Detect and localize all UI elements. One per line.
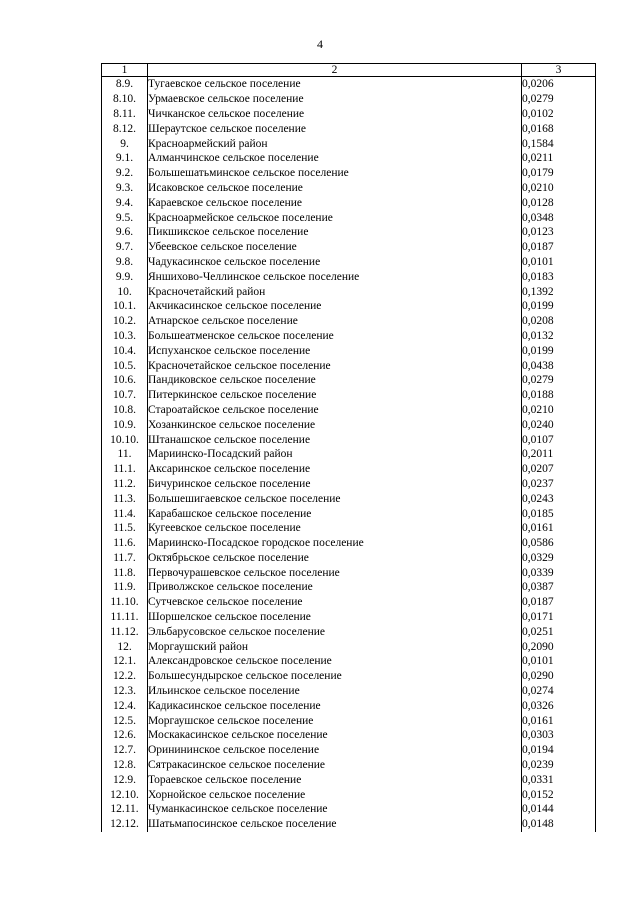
row-value: 0,0331 — [522, 772, 596, 787]
table-row — [102, 802, 596, 817]
table-row — [102, 417, 596, 432]
row-value: 0,2011 — [522, 447, 596, 462]
table-row — [102, 195, 596, 210]
column-header-number: 1 — [102, 64, 148, 77]
table-row — [102, 654, 596, 669]
row-number: 10.8. — [102, 403, 148, 418]
row-name: Пикшикское сельское поселение — [148, 225, 522, 240]
table-row — [102, 787, 596, 802]
row-number: 12.5. — [102, 713, 148, 728]
table-row — [102, 521, 596, 536]
row-number: 9.4. — [102, 195, 148, 210]
row-name: Питеркинское сельское поселение — [148, 388, 522, 403]
row-name: Яншихово-Челлинское сельское поселение — [148, 269, 522, 284]
row-name: Караевское сельское поселение — [148, 195, 522, 210]
row-value: 0,0199 — [522, 299, 596, 314]
row-name: Оринининское сельское поселение — [148, 743, 522, 758]
row-number: 11.4. — [102, 506, 148, 521]
row-number: 9.5. — [102, 210, 148, 225]
row-number: 12. — [102, 639, 148, 654]
row-value: 0,0101 — [522, 654, 596, 669]
row-number: 12.2. — [102, 669, 148, 684]
row-value: 0,0348 — [522, 210, 596, 225]
row-name: Сятракасинское сельское поселение — [148, 758, 522, 773]
row-number: 12.4. — [102, 698, 148, 713]
row-value: 0,0183 — [522, 269, 596, 284]
row-value: 0,1392 — [522, 284, 596, 299]
row-name: Акчикасинское сельское поселение — [148, 299, 522, 314]
row-value: 0,0128 — [522, 195, 596, 210]
row-value: 0,2090 — [522, 639, 596, 654]
table-row — [102, 314, 596, 329]
table-row — [102, 684, 596, 699]
row-name: Хорнойское сельское поселение — [148, 787, 522, 802]
row-value: 0,0171 — [522, 610, 596, 625]
table-row — [102, 121, 596, 136]
row-number: 10.10. — [102, 432, 148, 447]
row-value: 0,0339 — [522, 565, 596, 580]
table-row — [102, 255, 596, 270]
row-name: Шоршелское сельское поселение — [148, 610, 522, 625]
row-number: 11.5. — [102, 521, 148, 536]
row-name: Октябрьское сельское поселение — [148, 551, 522, 566]
row-name: Большеатменское сельское поселение — [148, 329, 522, 344]
row-number: 9. — [102, 136, 148, 151]
row-number: 11.1. — [102, 462, 148, 477]
row-number: 12.3. — [102, 684, 148, 699]
table-row — [102, 373, 596, 388]
row-value: 0,0303 — [522, 728, 596, 743]
row-number: 11.10. — [102, 595, 148, 610]
row-name: Пандиковское сельское поселение — [148, 373, 522, 388]
column-header-name: 2 — [148, 64, 522, 77]
row-value: 0,0207 — [522, 462, 596, 477]
row-value: 0,0123 — [522, 225, 596, 240]
row-name: Большешатьминское сельское поселение — [148, 166, 522, 181]
row-value: 0,0152 — [522, 787, 596, 802]
column-header-value: 3 — [522, 64, 596, 77]
table-row — [102, 92, 596, 107]
table-row — [102, 358, 596, 373]
row-number: 11.9. — [102, 580, 148, 595]
table-row — [102, 240, 596, 255]
row-number: 9.9. — [102, 269, 148, 284]
row-value: 0,0239 — [522, 758, 596, 773]
row-name: Бичуринское сельское поселение — [148, 477, 522, 492]
row-value: 0,0187 — [522, 240, 596, 255]
table-row — [102, 151, 596, 166]
row-number: 9.1. — [102, 151, 148, 166]
row-name: Атнарское сельское поселение — [148, 314, 522, 329]
row-name: Мариинско-Посадское городское поселение — [148, 536, 522, 551]
row-name: Урмаевское сельское поселение — [148, 92, 522, 107]
row-name: Сутчевское сельское поселение — [148, 595, 522, 610]
row-number: 10.7. — [102, 388, 148, 403]
table-row — [102, 225, 596, 240]
table-row — [102, 136, 596, 151]
row-number: 8.9. — [102, 77, 148, 92]
row-number: 8.12. — [102, 121, 148, 136]
row-name: Красноармейское сельское поселение — [148, 210, 522, 225]
table-row — [102, 743, 596, 758]
table-row — [102, 299, 596, 314]
row-value: 0,0240 — [522, 417, 596, 432]
row-value: 0,0237 — [522, 477, 596, 492]
row-name: Чадукасинское сельское поселение — [148, 255, 522, 270]
row-number: 12.9. — [102, 772, 148, 787]
table-row — [102, 698, 596, 713]
row-number: 11.12. — [102, 624, 148, 639]
row-value: 0,0179 — [522, 166, 596, 181]
table-row — [102, 758, 596, 773]
table-row — [102, 210, 596, 225]
row-number: 11.7. — [102, 551, 148, 566]
table-row — [102, 284, 596, 299]
table-row — [102, 343, 596, 358]
row-name: Испуханское сельское поселение — [148, 343, 522, 358]
table-row — [102, 329, 596, 344]
table-row — [102, 639, 596, 654]
row-name: Красноармейский район — [148, 136, 522, 151]
row-number: 10.5. — [102, 358, 148, 373]
row-value: 0,0185 — [522, 506, 596, 521]
row-value: 0,0102 — [522, 107, 596, 122]
row-value: 0,0107 — [522, 432, 596, 447]
row-value: 0,0194 — [522, 743, 596, 758]
row-name: Первочурашевское сельское поселение — [148, 565, 522, 580]
row-value: 0,0329 — [522, 551, 596, 566]
row-name: Большесундырское сельское поселение — [148, 669, 522, 684]
row-value: 0,0210 — [522, 181, 596, 196]
row-number: 12.11. — [102, 802, 148, 817]
row-name: Чуманкасинское сельское поселение — [148, 802, 522, 817]
row-value: 0,0101 — [522, 255, 596, 270]
table-row — [102, 817, 596, 832]
table-row — [102, 506, 596, 521]
table-row — [102, 728, 596, 743]
row-name: Красночетайский район — [148, 284, 522, 299]
table-row — [102, 713, 596, 728]
row-number: 9.8. — [102, 255, 148, 270]
row-number: 10.4. — [102, 343, 148, 358]
table-row — [102, 107, 596, 122]
row-number: 8.10. — [102, 92, 148, 107]
row-value: 0,0243 — [522, 491, 596, 506]
row-value: 0,0132 — [522, 329, 596, 344]
row-number: 11. — [102, 447, 148, 462]
table-row — [102, 388, 596, 403]
row-value: 0,0387 — [522, 580, 596, 595]
row-number: 9.2. — [102, 166, 148, 181]
table-row — [102, 610, 596, 625]
row-value: 0,0279 — [522, 92, 596, 107]
table-row — [102, 772, 596, 787]
row-name: Красночетайское сельское поселение — [148, 358, 522, 373]
row-number: 11.6. — [102, 536, 148, 551]
row-number: 10.9. — [102, 417, 148, 432]
row-number: 8.11. — [102, 107, 148, 122]
row-number: 12.7. — [102, 743, 148, 758]
row-value: 0,0161 — [522, 521, 596, 536]
table-header-row — [102, 64, 596, 77]
table-row — [102, 77, 596, 92]
row-number: 12.8. — [102, 758, 148, 773]
row-number: 12.10. — [102, 787, 148, 802]
page-number: 4 — [317, 37, 323, 51]
row-number: 11.11. — [102, 610, 148, 625]
table-row — [102, 477, 596, 492]
row-number: 10.1. — [102, 299, 148, 314]
row-value: 0,0208 — [522, 314, 596, 329]
row-name: Кугеевское сельское поселение — [148, 521, 522, 536]
row-number: 12.1. — [102, 654, 148, 669]
row-name: Большешигаевское сельское поселение — [148, 491, 522, 506]
row-number: 11.3. — [102, 491, 148, 506]
row-value: 0,0290 — [522, 669, 596, 684]
table-row — [102, 565, 596, 580]
table-row — [102, 166, 596, 181]
row-number: 12.12. — [102, 817, 148, 832]
row-value: 0,0586 — [522, 536, 596, 551]
row-value: 0,0199 — [522, 343, 596, 358]
row-number: 9.7. — [102, 240, 148, 255]
row-name: Тораевское сельское поселение — [148, 772, 522, 787]
table-row — [102, 181, 596, 196]
row-name: Тугаевское сельское поселение — [148, 77, 522, 92]
row-number: 9.6. — [102, 225, 148, 240]
row-value: 0,0211 — [522, 151, 596, 166]
row-name: Кадикасинское сельское поселение — [148, 698, 522, 713]
row-number: 10.6. — [102, 373, 148, 388]
table-row — [102, 595, 596, 610]
row-value: 0,0274 — [522, 684, 596, 699]
row-value: 0,0188 — [522, 388, 596, 403]
row-number: 12.6. — [102, 728, 148, 743]
table-row — [102, 491, 596, 506]
table-body — [102, 77, 596, 832]
row-name: Александровское сельское поселение — [148, 654, 522, 669]
table-row — [102, 551, 596, 566]
row-name: Москакасинское сельское поселение — [148, 728, 522, 743]
table-row — [102, 624, 596, 639]
row-value: 0,0206 — [522, 77, 596, 92]
row-name: Хозанкинское сельское поселение — [148, 417, 522, 432]
row-name: Моргаушское сельское поселение — [148, 713, 522, 728]
row-value: 0,0161 — [522, 713, 596, 728]
row-name: Ильинское сельское поселение — [148, 684, 522, 699]
row-name: Эльбарусовское сельское поселение — [148, 624, 522, 639]
row-value: 0,0148 — [522, 817, 596, 832]
row-name: Штанашское сельское поселение — [148, 432, 522, 447]
row-value: 0,1584 — [522, 136, 596, 151]
row-name: Мариинско-Посадский район — [148, 447, 522, 462]
table-row — [102, 269, 596, 284]
row-number: 10. — [102, 284, 148, 299]
row-name: Убеевское сельское поселение — [148, 240, 522, 255]
row-value: 0,0326 — [522, 698, 596, 713]
row-name: Аксаринское сельское поселение — [148, 462, 522, 477]
allocation-table — [101, 63, 596, 832]
row-name: Исаковское сельское поселение — [148, 181, 522, 196]
row-name: Моргаушский район — [148, 639, 522, 654]
row-number: 11.8. — [102, 565, 148, 580]
row-value: 0,0210 — [522, 403, 596, 418]
row-number: 10.3. — [102, 329, 148, 344]
table-row — [102, 580, 596, 595]
row-number: 11.2. — [102, 477, 148, 492]
table-row — [102, 462, 596, 477]
row-name: Приволжское сельское поселение — [148, 580, 522, 595]
row-name: Чичканское сельское поселение — [148, 107, 522, 122]
row-name: Карабашское сельское поселение — [148, 506, 522, 521]
row-value: 0,0144 — [522, 802, 596, 817]
table-row — [102, 669, 596, 684]
row-number: 10.2. — [102, 314, 148, 329]
table-row — [102, 403, 596, 418]
table-row — [102, 432, 596, 447]
row-name: Староатайское сельское поселение — [148, 403, 522, 418]
row-number: 9.3. — [102, 181, 148, 196]
row-name: Шатьмапосинское сельское поселение — [148, 817, 522, 832]
row-value: 0,0187 — [522, 595, 596, 610]
row-value: 0,0279 — [522, 373, 596, 388]
table-row — [102, 536, 596, 551]
row-value: 0,0168 — [522, 121, 596, 136]
row-value: 0,0251 — [522, 624, 596, 639]
row-name: Алманчинское сельское поселение — [148, 151, 522, 166]
row-name: Шераутское сельское поселение — [148, 121, 522, 136]
table-row — [102, 447, 596, 462]
row-value: 0,0438 — [522, 358, 596, 373]
